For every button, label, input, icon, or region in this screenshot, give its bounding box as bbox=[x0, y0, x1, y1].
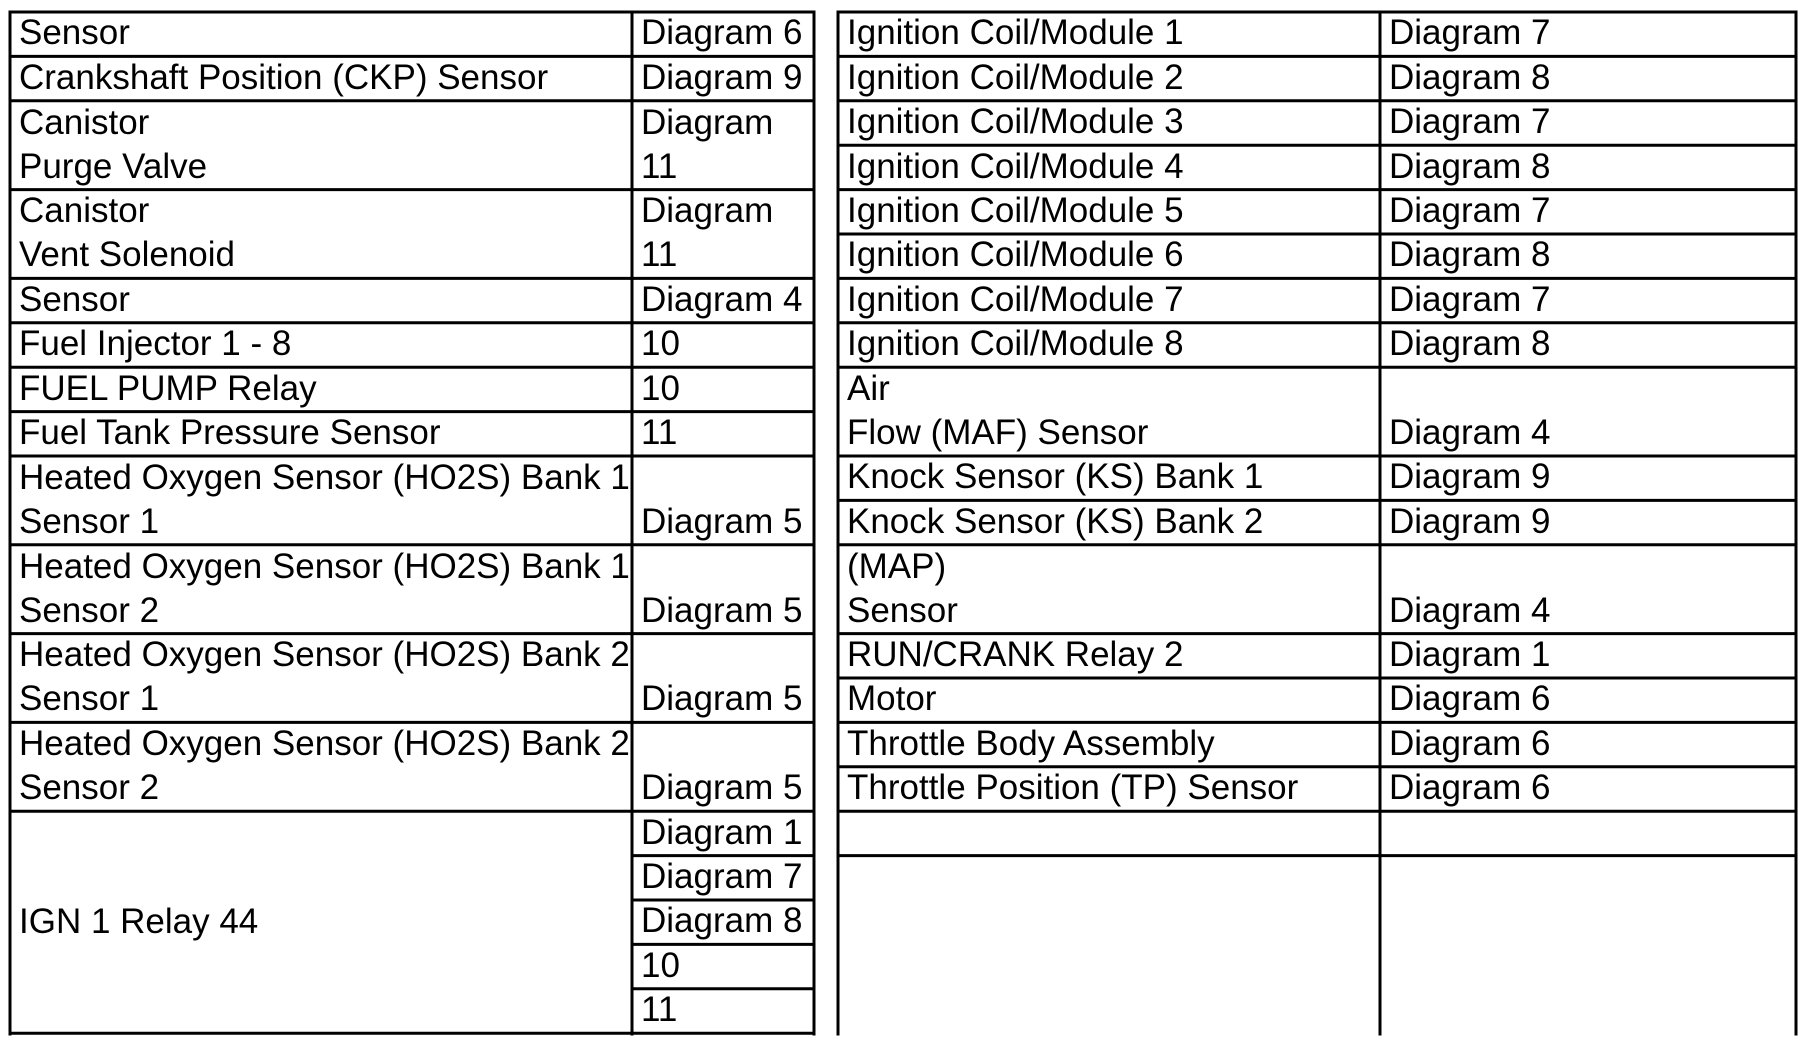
component-name: Canistor Purge Valve bbox=[19, 102, 208, 186]
component-name: Heated Oxygen Sensor (HO2S) Bank 1 Sensor 1 bbox=[19, 457, 630, 541]
diagram-ref: 10 bbox=[641, 945, 680, 985]
diagram-ref: Diagram 8 bbox=[1389, 324, 1551, 364]
diagram-ref: Diagram 9 bbox=[1389, 501, 1551, 541]
diagram-ref: Diagram 9 bbox=[641, 57, 803, 97]
diagram-ref: Diagram 11 bbox=[641, 102, 774, 186]
diagram-ref: Diagram 4 bbox=[1389, 412, 1551, 452]
component-name: Heated Oxygen Sensor (HO2S) Bank 2 Sensor 2 bbox=[19, 724, 630, 808]
component-name: Ignition Coil/Module 6 bbox=[847, 235, 1184, 275]
diagram-ref: Diagram 7 bbox=[1389, 279, 1551, 319]
component-name: Ignition Coil/Module 2 bbox=[847, 57, 1184, 97]
diagram-ref: 10 bbox=[641, 368, 680, 408]
component-name: Motor bbox=[847, 679, 937, 719]
diagram-ref: 10 bbox=[641, 324, 680, 364]
diagram-ref: Diagram 5 bbox=[641, 590, 803, 630]
diagram-ref: Diagram 5 bbox=[641, 501, 803, 541]
diagram-ref: Diagram 8 bbox=[641, 901, 803, 941]
diagram-ref: Diagram 7 bbox=[1389, 13, 1551, 53]
component-name: Sensor bbox=[19, 13, 130, 53]
component-name: Throttle Position (TP) Sensor bbox=[847, 768, 1299, 808]
diagram-ref: Diagram 8 bbox=[1389, 146, 1551, 186]
diagram-ref: Diagram 9 bbox=[1389, 457, 1551, 497]
component-name: Heated Oxygen Sensor (HO2S) Bank 2 Sensor 1 bbox=[19, 635, 630, 719]
component-name: Fuel Injector 1 - 8 bbox=[19, 324, 292, 364]
component-name: Crankshaft Position (CKP) Sensor bbox=[19, 57, 549, 97]
diagram-ref: Diagram 7 bbox=[641, 856, 803, 896]
diagram-ref: Diagram 6 bbox=[1389, 768, 1551, 808]
component-name: IGN 1 Relay 44 bbox=[19, 901, 259, 941]
diagram-ref: Diagram 6 bbox=[641, 13, 803, 53]
diagram-ref bbox=[1382, 811, 1796, 855]
diagram-ref: Diagram 1 bbox=[641, 812, 803, 852]
component-name: Ignition Coil/Module 4 bbox=[847, 146, 1184, 186]
component-name: Fuel Tank Pressure Sensor bbox=[19, 412, 441, 452]
component-locator-table bbox=[10, 12, 1796, 1034]
component-name bbox=[840, 811, 1380, 855]
component-name: Knock Sensor (KS) Bank 1 bbox=[847, 457, 1264, 497]
diagram-ref: Diagram 5 bbox=[641, 679, 803, 719]
component-name: Ignition Coil/Module 5 bbox=[847, 190, 1184, 230]
component-name: Sensor bbox=[19, 279, 130, 319]
component-name: Canistor Vent Solenoid bbox=[19, 191, 236, 275]
component-name: Ignition Coil/Module 1 bbox=[847, 13, 1184, 53]
component-name: Knock Sensor (KS) Bank 2 bbox=[847, 501, 1264, 541]
diagram-ref: Diagram 4 bbox=[1389, 590, 1551, 630]
component-name: Ignition Coil/Module 8 bbox=[847, 324, 1184, 364]
diagram-ref: Diagram 7 bbox=[1389, 102, 1551, 142]
component-name: Throttle Body Assembly bbox=[847, 723, 1215, 763]
component-name: (MAP) Sensor bbox=[847, 546, 958, 630]
diagram-ref: Diagram 8 bbox=[1389, 235, 1551, 275]
diagram-ref: Diagram 5 bbox=[641, 768, 803, 808]
diagram-ref: Diagram 6 bbox=[1389, 679, 1551, 719]
diagram-ref: Diagram 11 bbox=[641, 191, 774, 275]
component-name: Ignition Coil/Module 3 bbox=[847, 102, 1184, 142]
component-name: RUN/CRANK Relay 2 bbox=[847, 634, 1184, 674]
diagram-ref: 11 bbox=[641, 990, 678, 1030]
diagram-ref: Diagram 1 bbox=[1389, 634, 1551, 674]
diagram-ref: 11 bbox=[641, 412, 678, 452]
diagram-ref: Diagram 8 bbox=[1389, 57, 1551, 97]
component-name: Heated Oxygen Sensor (HO2S) Bank 1 Sensor 2 bbox=[19, 546, 630, 630]
component-name: Air Flow (MAF) Sensor bbox=[847, 368, 1149, 452]
component-name: FUEL PUMP Relay bbox=[19, 368, 317, 408]
diagram-ref: Diagram 7 bbox=[1389, 190, 1551, 230]
diagram-ref: Diagram 6 bbox=[1389, 723, 1551, 763]
component-name: Ignition Coil/Module 7 bbox=[847, 279, 1184, 319]
diagram-ref: Diagram 4 bbox=[641, 279, 803, 319]
